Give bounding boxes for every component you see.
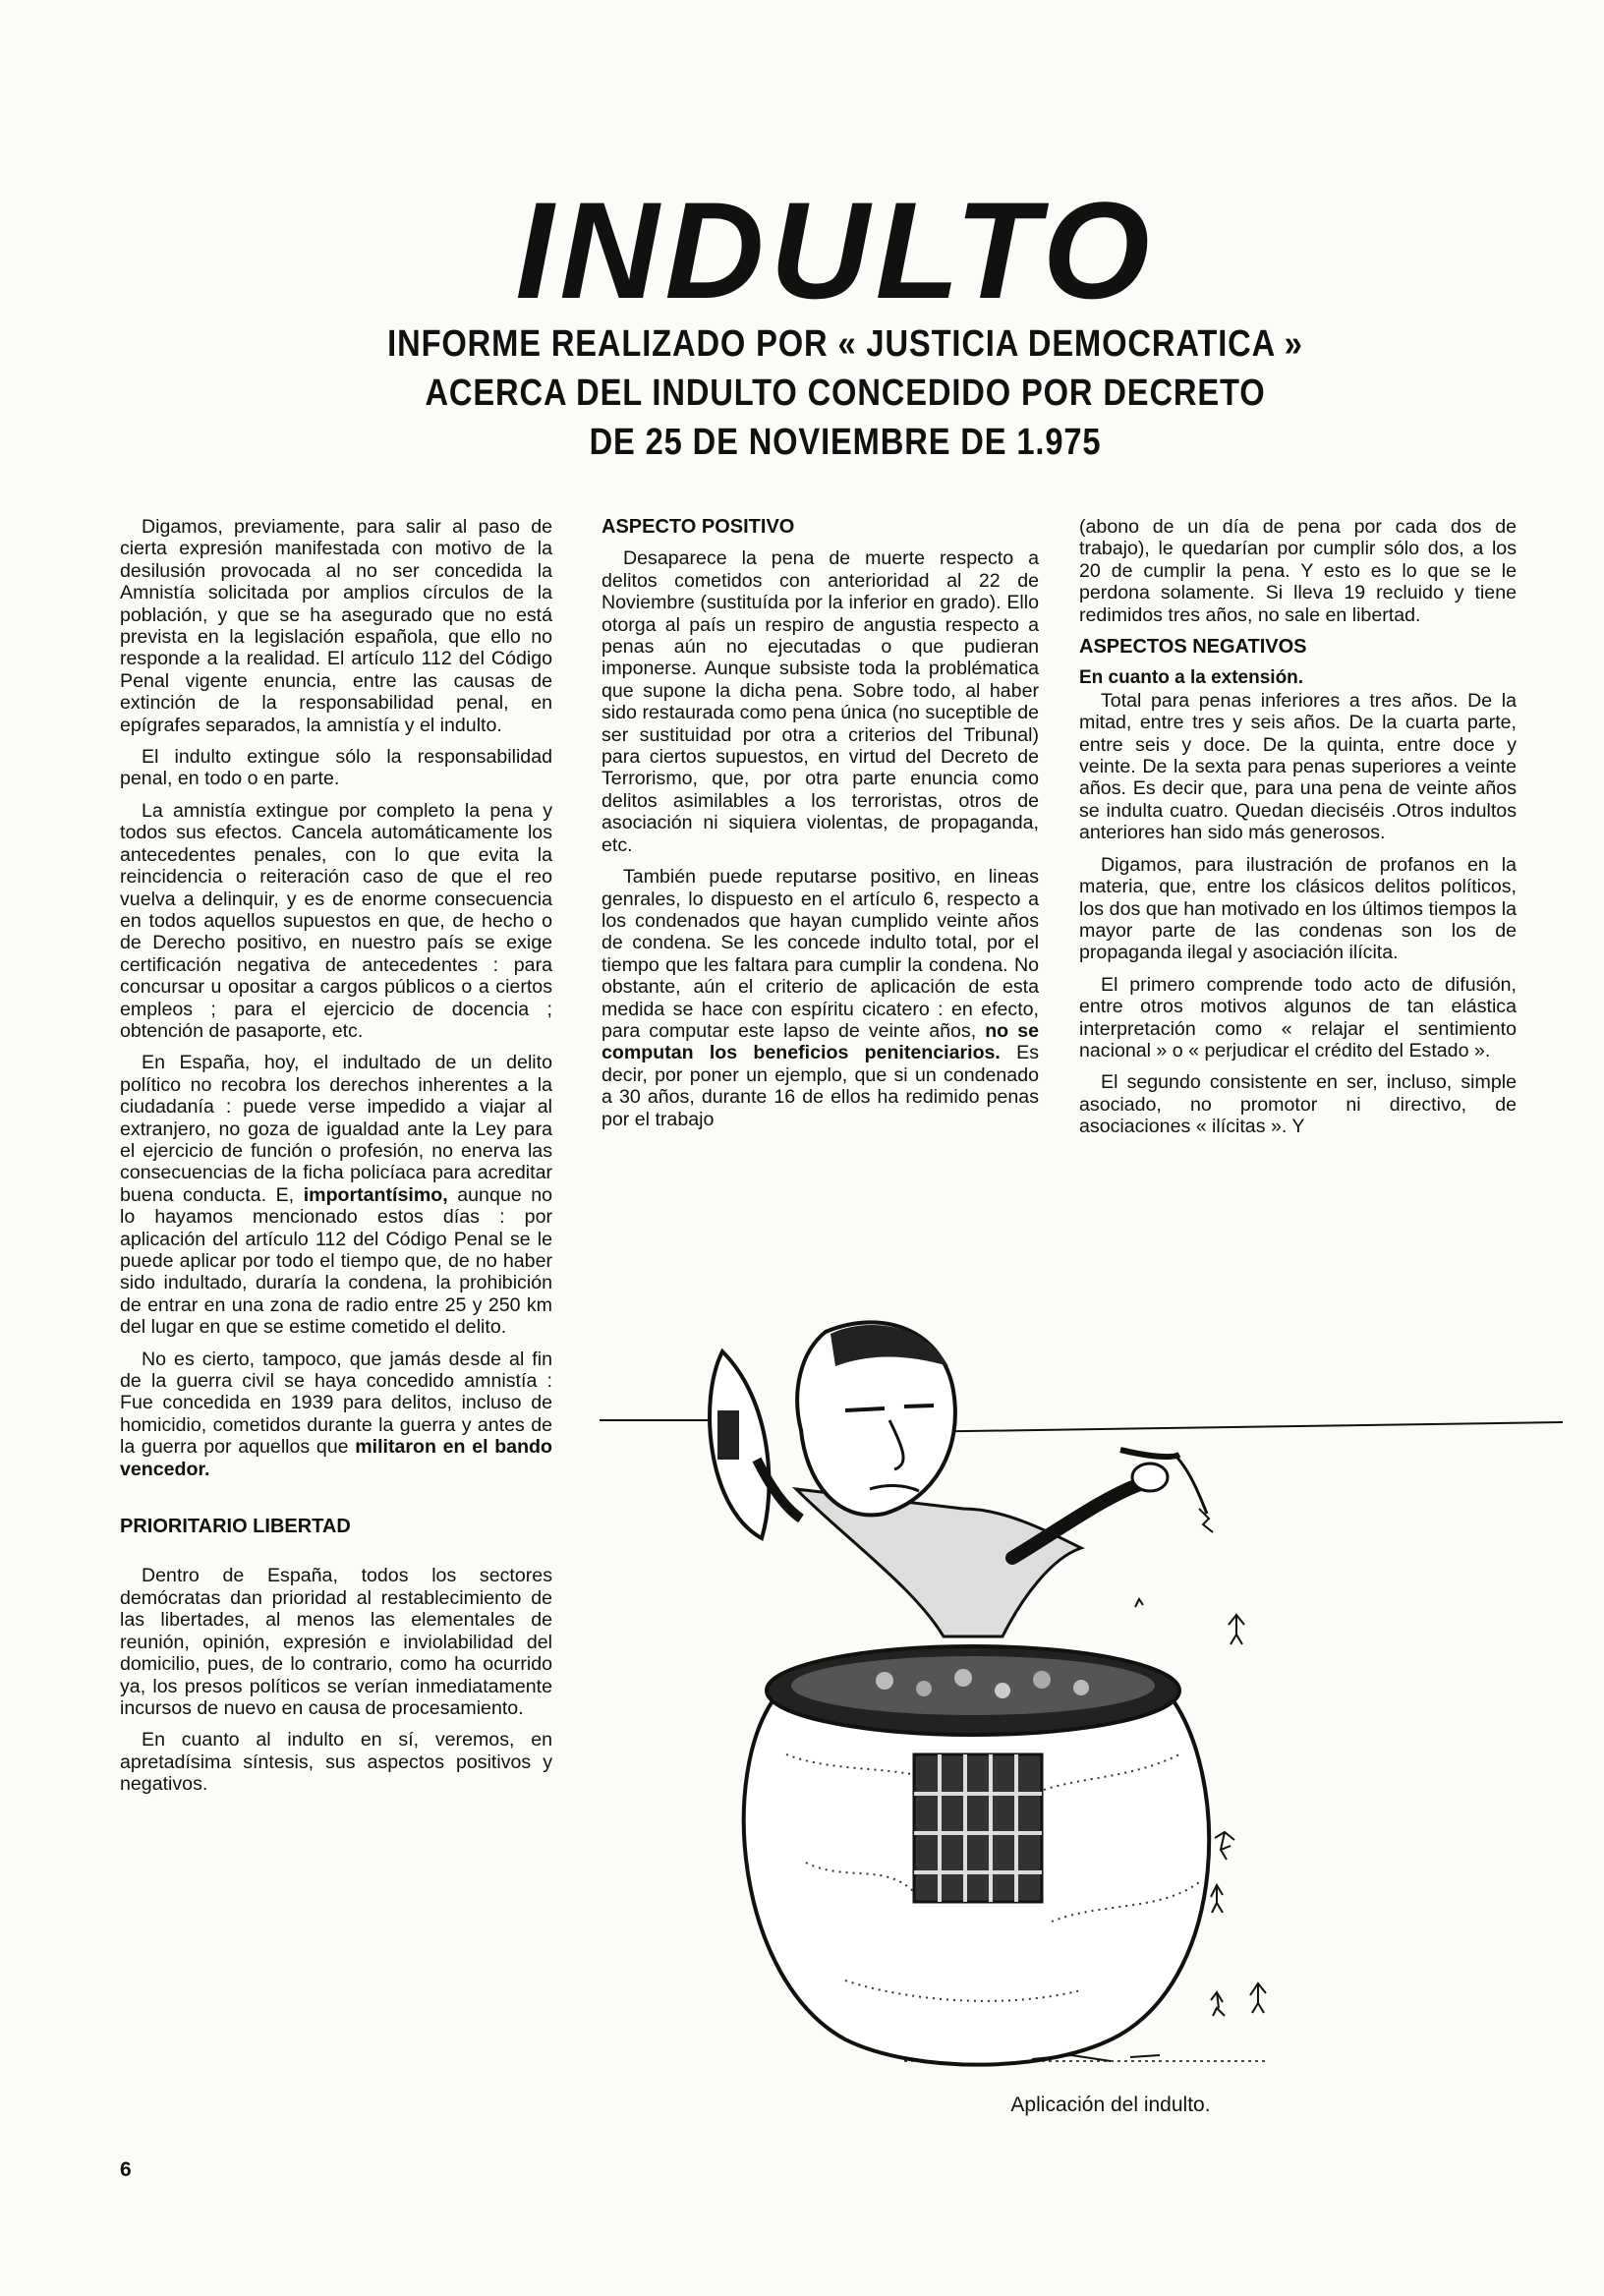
paragraph: Digamos, para ilustración de profanos en la materia, que, entre los clásicos delitos políticos, los dos que han motivado en los últimos tiempos la mayor parte de las condenas son los de propaganda ilegal y asociación ilícita. — [1079, 853, 1517, 964]
text-run: aunque no lo hayamos mencionado estos días : por aplicación del artículo 112 del Código Penal se le puede aplicar por todo el tiempo que, de no haber sido indultado, duraría la condena, la prohibición de entrar en una zona de radio entre 25 y 250 km del lugar en que se estime cometido el delito. — [120, 1183, 552, 1339]
paragraph: El primero comprende todo acto de difusión, entre otros motivos algunos de tan elástica interpretación como « relajar el sentimiento nacional » o « perjudicar el crédito del Estado ». — [1079, 973, 1517, 1062]
paragraph: El segundo consistente en ser, incluso, simple asociado, no promotor ni directivo, de asociaciones « ilícitas ». Y — [1079, 1071, 1517, 1138]
paragraph — [120, 1052, 552, 1338]
column-2 — [602, 516, 1039, 1140]
figure-caption: Aplicación del indulto. — [1010, 2094, 1211, 2116]
subheading-extension: En cuanto a la extensión. — [1079, 667, 1304, 689]
section-heading-aspectos-negativos: ASPECTOS NEGATIVOS — [1079, 636, 1307, 659]
text-run: También puede reputarse positivo, en lineas genrales, lo dispuesto en el artículo 6, respecto a los condenados que hayan cumplido veinte años de condena. Se les concede indulto total, por el tiempo que les faltara para cumplir la condena. No obstante, aún el criterio de aplicación de esta medida se hace con espíritu cicatero : en efecto, para computar este lapso de veinte años, — [602, 866, 1039, 1042]
column-3 — [1079, 516, 1517, 1148]
subtitle-line: DE 25 DE NOVIEMBRE DE 1.975 — [589, 422, 1102, 463]
article-title: INDULTO — [515, 173, 1156, 327]
section-heading-prioritario: PRIORITARIO LIBERTAD — [120, 1516, 351, 1538]
paragraph: Digamos, previamente, para salir al paso de cierta expresión manifestada con motivo de la desilusión provocada al no ser concedida la Amnistía solicitada por amplios círculos de la población, y que se ha asegurado que no está prevista en la legislación española, que ello no responde a la realidad. El artículo 112 del Código Penal vigente enuncia, entre las causas de extinción de la responsabilidad penal, en epígrafes separados, la amnistía y el indulto. — [120, 516, 552, 736]
paragraph — [120, 1349, 552, 1480]
page-number: 6 — [120, 2158, 132, 2181]
barred-window-icon — [914, 1754, 1042, 1902]
bold-text: importantísimo, — [303, 1183, 448, 1206]
caricature-figure — [757, 1322, 1213, 1636]
pot-lid-icon — [710, 1351, 769, 1538]
paragraph: El indulto extingue sólo la responsabilidad penal, en todo o en parte. — [120, 746, 552, 790]
bold-text: no se computan los beneficios penitenciarios. — [602, 1019, 1039, 1064]
paragraph: Total para penas inferiores a tres años. De la mitad, entre tres y seis años. De la cuarta parte, entre seis y doce. De la quinta, entre doce y veinte. De la sexta para penas superiores a veinte años. Es decir que, para una pena de veinte años se indulta cuatro. Quedan dieciséis .Otros indultos anteriores han sido más generosos. — [1079, 689, 1517, 844]
paragraph — [602, 866, 1039, 1130]
column-1 — [120, 516, 552, 1806]
horizon-line — [904, 1422, 1563, 1432]
text-run: No es cierto, tampoco, que jamás desde al fin de la guerra civil se haya concedido amnistía : Fue concedida en 1939 para delitos, incluso de homicidio, cometidos durante la guerra y antes de la guerra por aquellos que — [120, 1348, 552, 1459]
article-subtitle — [338, 319, 1352, 467]
section-heading-aspecto-positivo: ASPECTO POSITIVO — [602, 516, 795, 538]
subtitle-line: ACERCA DEL INDULTO CONCEDIDO POR DECRETO — [425, 373, 1266, 414]
cartoon-illustration — [590, 1312, 1602, 2098]
bold-text: militaron en el bando vencedor. — [120, 1436, 552, 1480]
text-run: Es decir, por poner un ejemplo, que si un condenado a 30 años, durante 16 de ellos ha redimido penas por el trabajo — [602, 1042, 1039, 1130]
paragraph: Desaparece la pena de muerte respecto a delitos cometidos con anterioridad al 22 de Noviembre (sustituída por la inferior en grado). Ello otorga al país un respiro de angustia respecto a penas aún no ejecutadas o que pudieran imponerse. Aunque subsiste toda la problématica que supone la dicha pena. Sobre todo, al haber sido restaurada como pena única (no suceptible de ser sustituidad por otra a criterios del Tribunal) para ciertos supuestos, en virtud del Decreto de Terrorismo, que, por otra parte enuncia como delitos asimilables a los terroristas, otros de asociación ni siquiera violentas, de propaganda, etc. — [602, 547, 1039, 856]
paragraph: Dentro de España, todos los sectores demócratas dan prioridad al restablecimiento de las libertades, al menos las elementales de reunión, opinión, expresión e inviolabilidad del domicilio, pues, de lo contrario, como ha ocurrido ya, los presos políticos se verían inmediatamente incursos de nuevo en causa de procesamiento. — [120, 1565, 552, 1719]
paragraph: (abono de un día de pena por cada dos de trabajo), le quedarían por cumplir sólo dos, a los 20 de cumplir la pena. Y esto es lo que se le perdona solamente. Si lleva 19 recluido y tiene redimidos tres años, no sale en libertad. — [1079, 516, 1517, 626]
paragraph: En cuanto al indulto en sí, veremos, en apretadísima síntesis, sus aspectos positivos y negativos. — [120, 1729, 552, 1796]
paragraph: La amnistía extingue por completo la pena y todos sus efectos. Cancela automáticamente los antecedentes penales, con lo que evita la reincidencia o reiteración caso de que el reo vuelva a delinquir, y es de enorme consecuencia en todos aquellos supuestos en que, de hecho o de Derecho positivo, en nuestro país se exige certificación negativa de antecedentes : para concursar u opositar a cargos públicos o a ciertos empleos ; para el ejercicio de docencia ; obtención de pasaporte, etc. — [120, 799, 552, 1042]
text-run: En España, hoy, el indultado de un delito político no recobra los derechos inherentes a la ciudadanía : puede verse impedido a viajar al extranjero, no goza de igualdad ante la Ley para el ejercicio de función o profesión, no enerva las consecuencias de la ficha policíaca para acreditar buena conducta. E, — [120, 1052, 552, 1206]
subtitle-line: INFORME REALIZADO POR « JUSTICIA DEMOCRATICA » — [387, 323, 1303, 365]
